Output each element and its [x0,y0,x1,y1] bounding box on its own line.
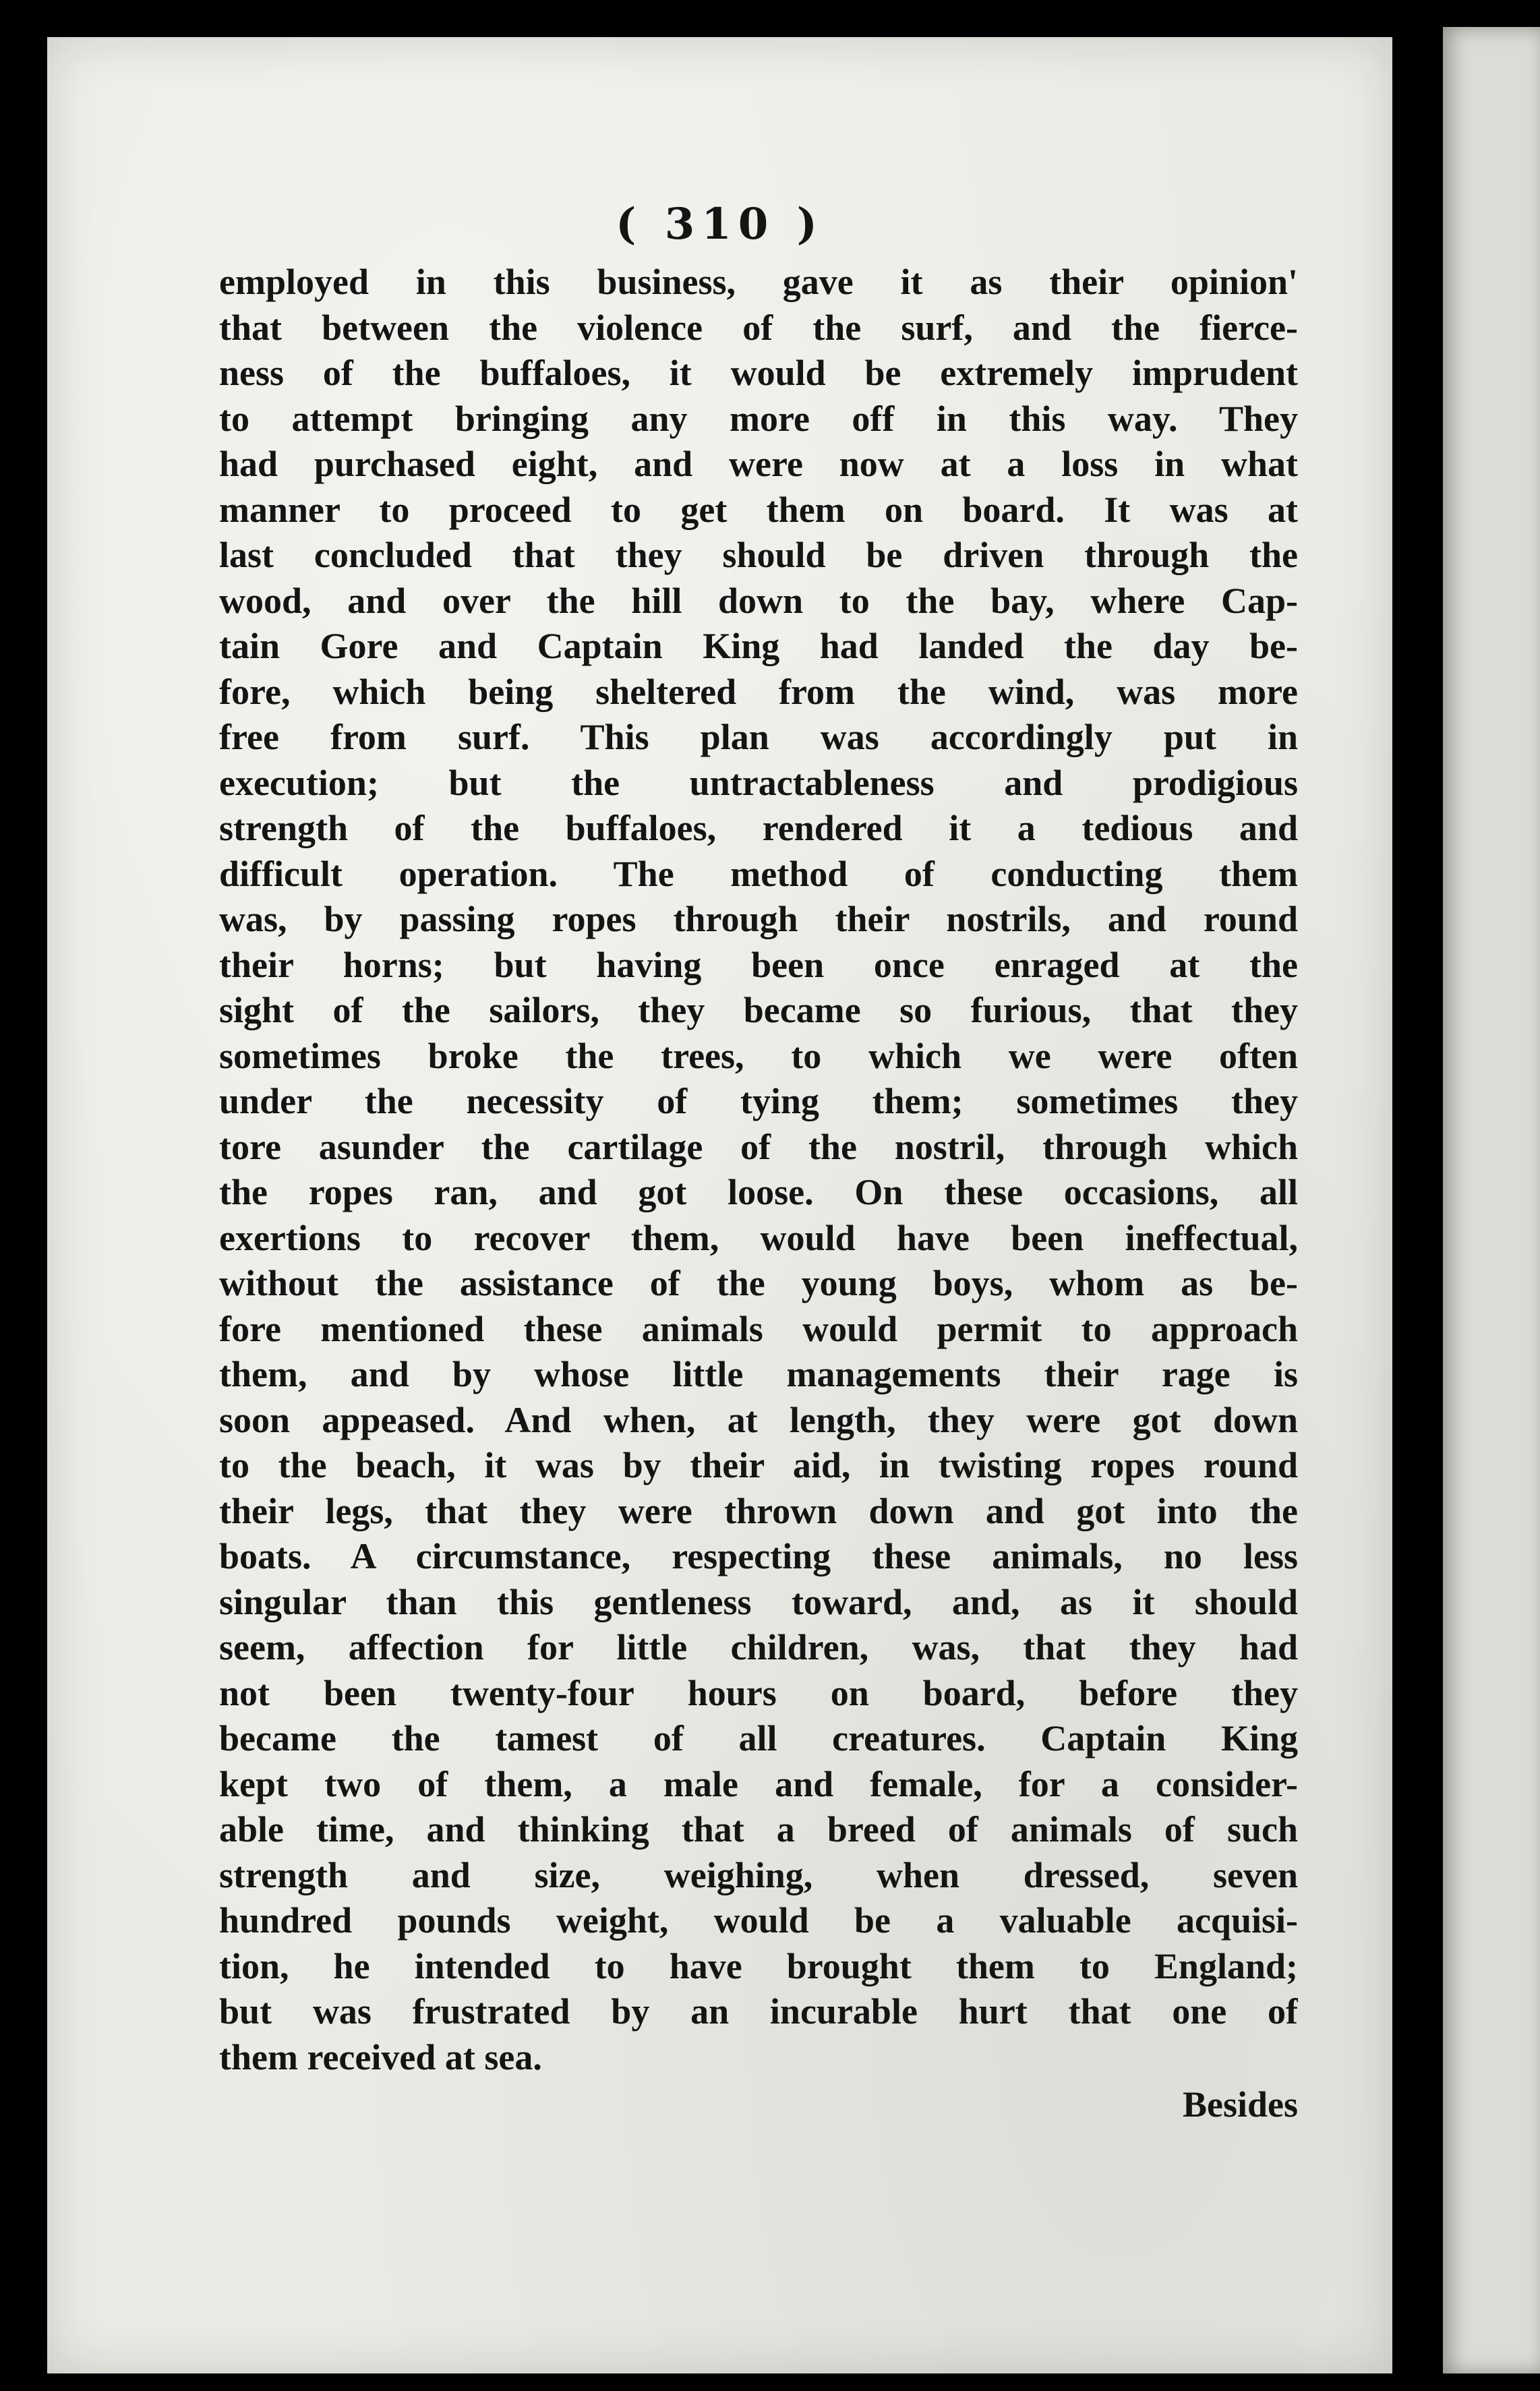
text-line: to the beach, it was by their aid, in twisting ropes round [219,1445,1298,1485]
text-line: singular than this gentleness toward, and, as it should [219,1581,1298,1622]
text-line: but was frustrated by an incurable hurt that one of [219,1991,1298,2032]
text-line: seem, affection for little children, was, that they had [219,1627,1298,1667]
text-line: became the tamest of all creatures. Captain King [219,1718,1298,1759]
text-line: their horns; but having been once enraged at the [219,944,1298,985]
text-line: execution; but the untractableness and prodigious [219,762,1298,803]
text-line: hundred pounds weight, would be a valuable acquisi- [219,1900,1298,1941]
text-line: their legs, that they were thrown down and got into the [219,1490,1298,1531]
text-line: fore mentioned these animals would permit to approach [219,1308,1298,1349]
text-line: wood, and over the hill down to the bay, where Cap- [219,580,1298,621]
book-page [47,37,1392,2373]
text-line: strength of the buffaloes, rendered it a tedious and [219,808,1298,848]
text-line: had purchased eight, and were now at a loss in what [219,444,1298,484]
text-line: was, by passing ropes through their nostrils, and round [219,899,1298,939]
text-line: tion, he intended to have brought them to England; [219,1945,1298,1986]
text-line: difficult operation. The method of conducting them [219,853,1298,894]
text-line: them, and by whose little managements their rage is [219,1354,1298,1394]
text-line: not been twenty-four hours on board, before they [219,1672,1298,1713]
text-line: sometimes broke the trees, to which we were often [219,1035,1298,1076]
page-number-header: ( 310 ) [616,199,824,249]
text-line: that between the violence of the surf, and the fierce- [219,307,1298,348]
body-text [219,260,1298,2080]
text-line: without the assistance of the young boys, whom as be- [219,1263,1298,1303]
text-line: exertions to recover them, would have been ineffectual, [219,1217,1298,1258]
text-line: free from surf. This plan was accordingly put in [219,717,1298,757]
text-line: them received at sea. [219,2036,542,2077]
catchword: Besides [1182,2084,1298,2125]
text-line: strength and size, weighing, when dressed, seven [219,1854,1298,1895]
text-line: fore, which being sheltered from the wind, was more [219,671,1298,712]
text-line: under the necessity of tying them; sometimes they [219,1081,1298,1121]
text-line: sight of the sailors, they became so furious, that they [219,990,1298,1030]
text-line: able time, and thinking that a breed of animals of such [219,1809,1298,1850]
text-line: to attempt bringing any more off in this way. They [219,398,1298,439]
text-line: manner to proceed to get them on board. It was at [219,489,1298,530]
text-line: boats. A circumstance, respecting these animals, no less [219,1536,1298,1576]
text-line: last concluded that they should be driven through the [219,535,1298,575]
text-line: ness of the buffaloes, it would be extremely imprudent [219,353,1298,393]
text-line: tore asunder the cartilage of the nostril, through which [219,1126,1298,1167]
text-line: tain Gore and Captain King had landed the day be- [219,626,1298,666]
text-line: kept two of them, a male and female, for a consider- [219,1763,1298,1804]
text-line: the ropes ran, and got loose. On these occasions, all [219,1172,1298,1212]
text-line: soon appeased. And when, at length, they were got down [219,1399,1298,1440]
adjacent-page-edge [1443,27,1540,2373]
text-line: employed in this business, gave it as their opinion' [219,262,1298,302]
